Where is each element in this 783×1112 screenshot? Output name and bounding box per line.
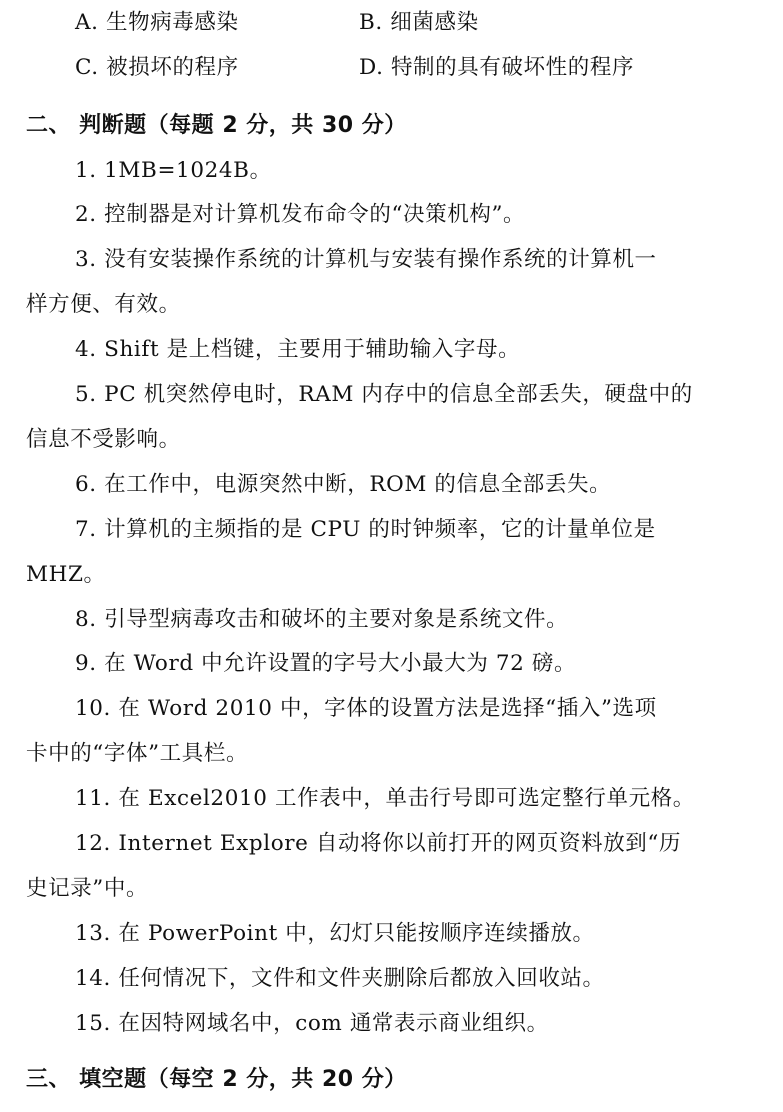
question-3-line-2: 样方便、有效。 [26,292,181,317]
question-15: 15. 在因特网域名中，com 通常表示商业组织。 [75,1011,549,1036]
option-b: B. 细菌感染 [359,10,479,35]
question-12-line-1: 12. Internet Explore 自动将你以前打开的网页资料放到“历 [75,831,682,856]
question-1: 1. 1MB=1024B。 [75,158,272,183]
question-6: 6. 在工作中，电源突然中断，ROM 的信息全部丢失。 [75,472,612,497]
question-3-line-1: 3. 没有安装操作系统的计算机与安装有操作系统的计算机一 [75,247,657,272]
question-4: 4. Shift 是上档键，主要用于辅助输入字母。 [75,337,521,362]
option-c: C. 被损坏的程序 [75,55,239,80]
question-2: 2. 控制器是对计算机发布命令的“决策机构”。 [75,202,526,227]
question-13: 13. 在 PowerPoint 中，幻灯只能按顺序连续播放。 [75,921,595,946]
question-8: 8. 引导型病毒攻击和破坏的主要对象是系统文件。 [75,607,569,632]
option-a: A. 生物病毒感染 [75,10,239,35]
question-11: 11. 在 Excel2010 工作表中，单击行号即可选定整行单元格。 [75,786,695,811]
question-14: 14. 任何情况下，文件和文件夹删除后都放入回收站。 [75,966,605,991]
question-5-line-2: 信息不受影响。 [26,427,181,452]
question-5-line-1: 5. PC 机突然停电时，RAM 内存中的信息全部丢失，硬盘中的 [75,382,693,407]
section-heading-true-false: 二、 判断题（每题 2 分，共 30 分） [26,113,407,138]
question-7-line-2: MHZ。 [26,562,106,587]
option-d: D. 特制的具有破坏性的程序 [359,55,635,80]
question-9: 9. 在 Word 中允许设置的字号大小最大为 72 磅。 [75,651,577,676]
question-10-line-1: 10. 在 Word 2010 中，字体的设置方法是选择“插入”选项 [75,696,657,721]
question-10-line-2: 卡中的“字体”工具栏。 [26,741,249,766]
question-7-line-1: 7. 计算机的主频指的是 CPU 的时钟频率，它的计量单位是 [75,517,656,542]
section-heading-fill-blank: 三、 填空题（每空 2 分，共 20 分） [26,1067,407,1092]
question-12-line-2: 史记录”中。 [26,876,149,901]
